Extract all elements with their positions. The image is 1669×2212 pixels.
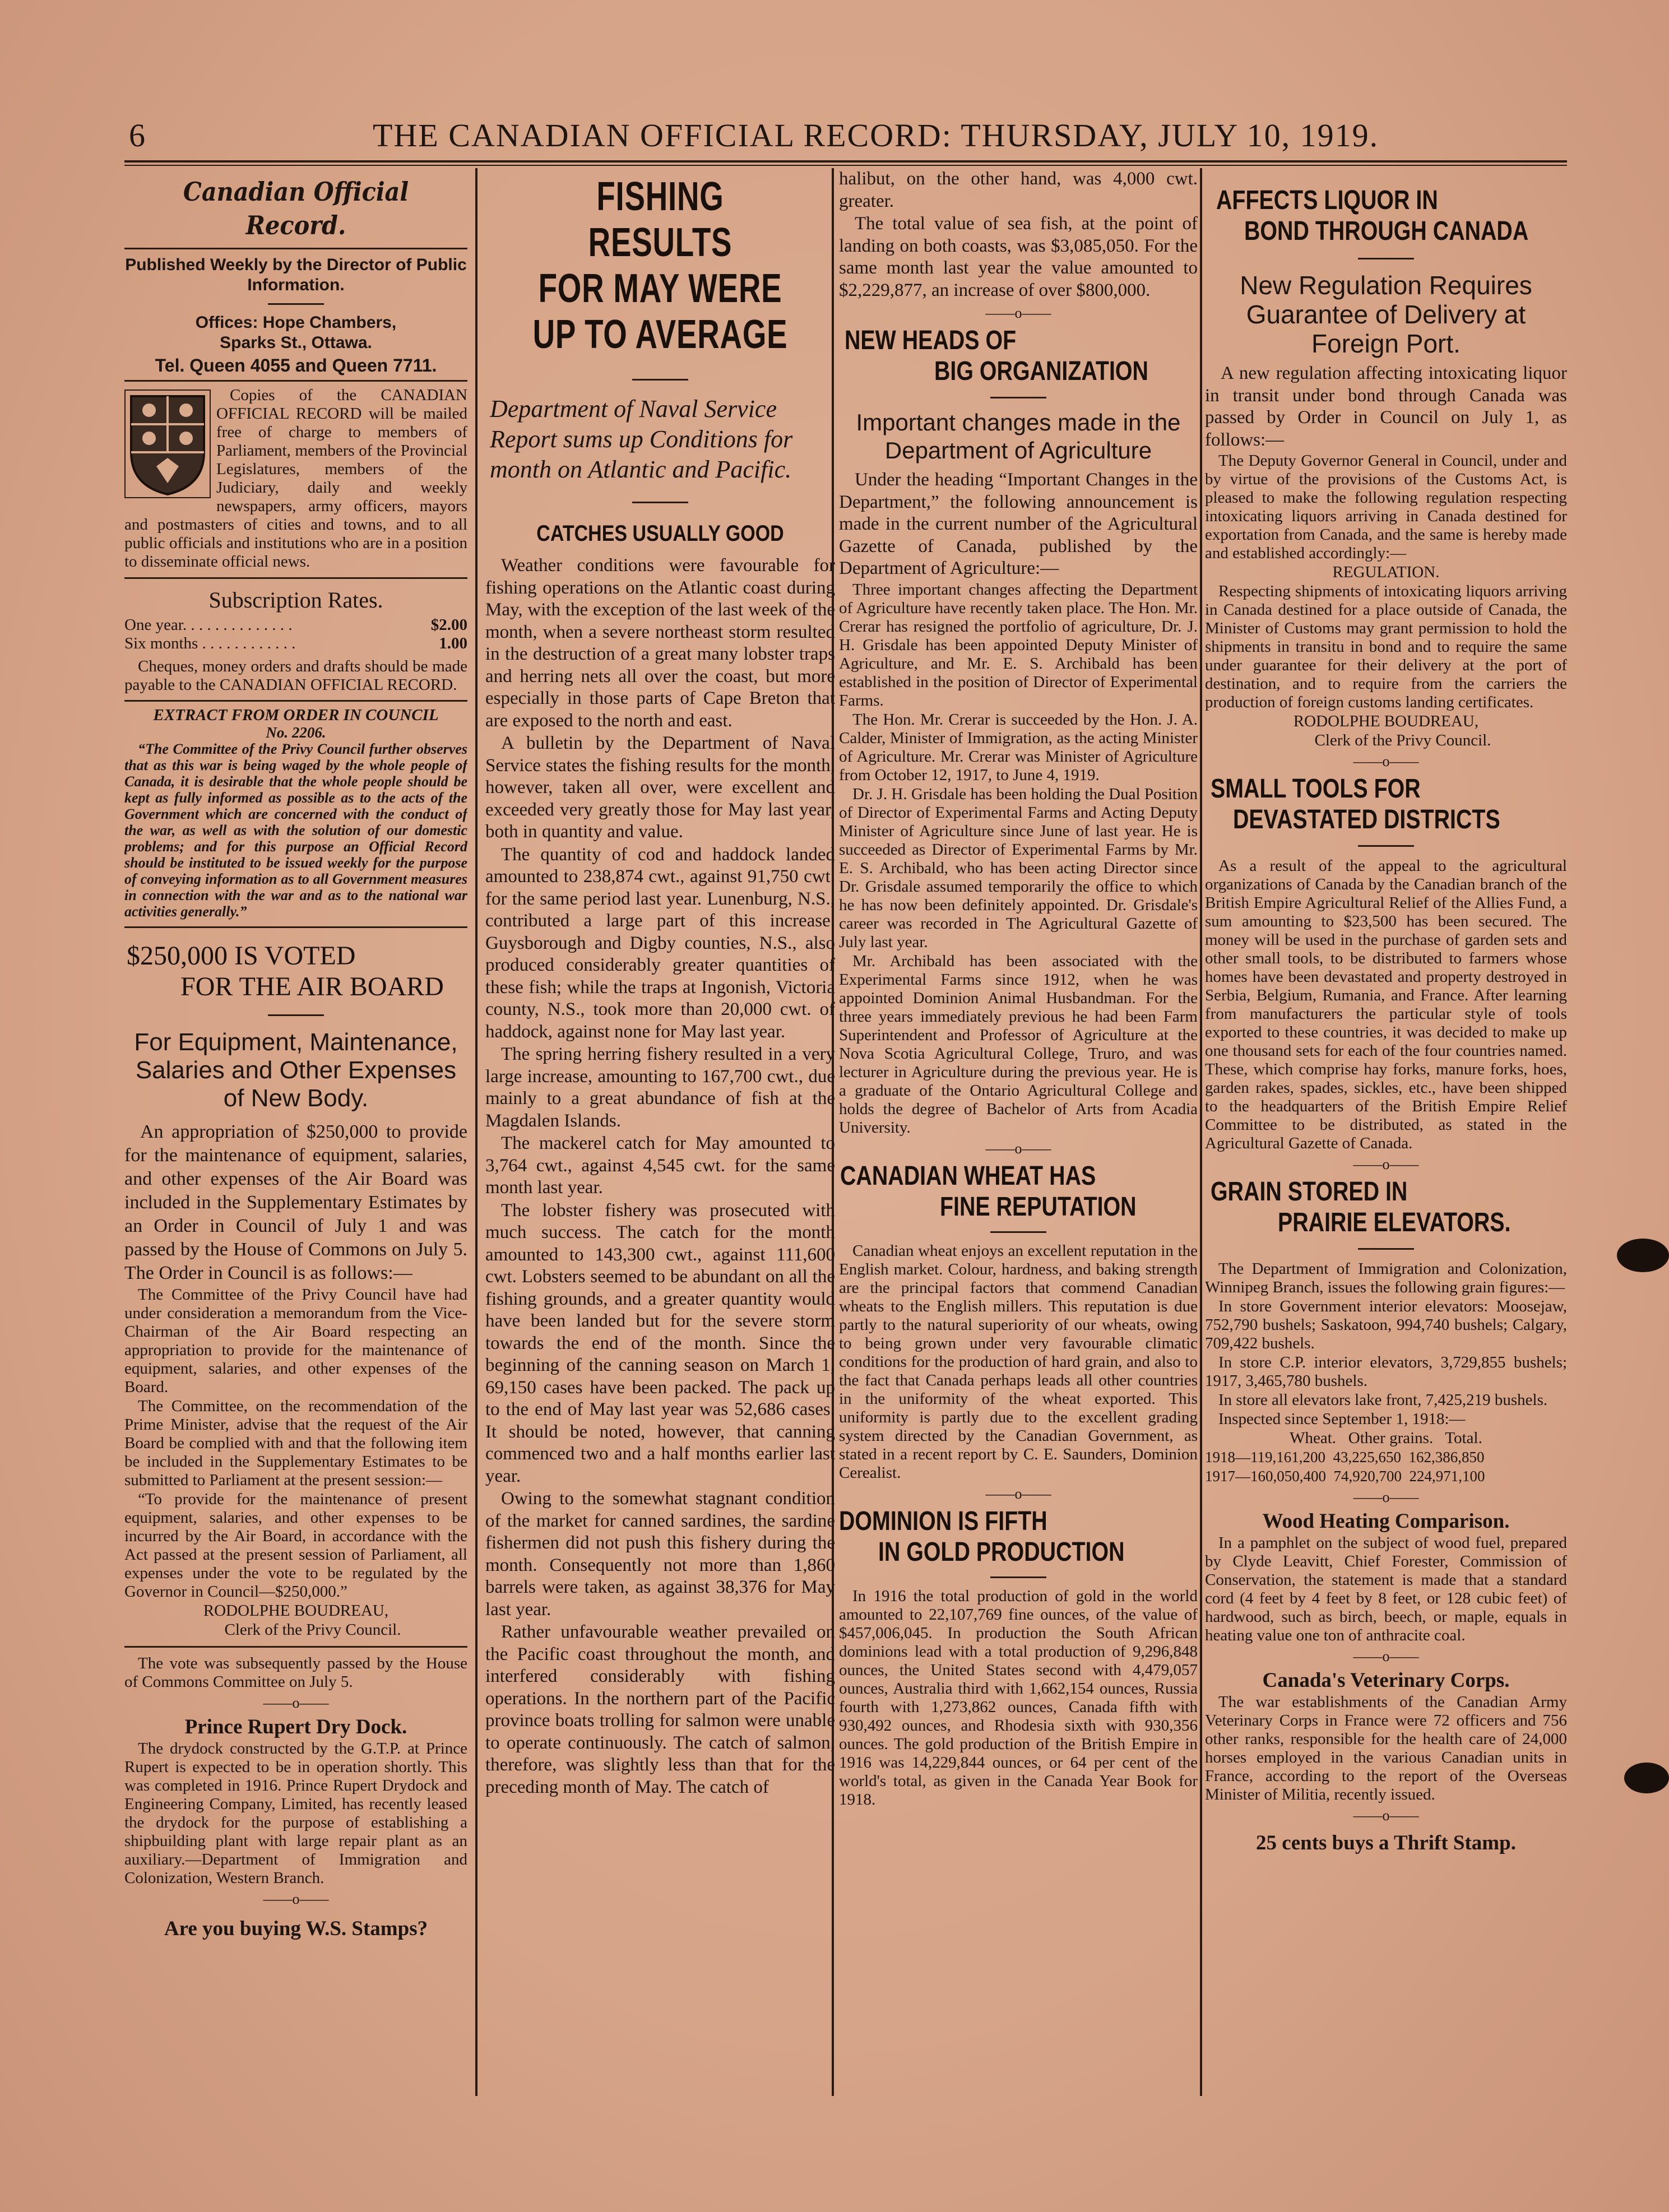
paragraph: The drydock constructed by the G.T.P. at Prince Rupert is expected to be in operation shortly. This was completed in 1916. Prince Rupert Drydock and Engineering Company, Limited, has recently leased the drydock for the purpose of establishing a shipbuilding plant with large repair plant as an auxiliary.—Department of Immigration and Colonization, Western Branch. (124, 1740, 467, 1887)
headline-grain-2: PRAIRIE ELEVATORS. (1278, 1208, 1511, 1237)
ornament: ——o—— (1353, 1489, 1419, 1505)
signature-name: RODOLPHE BOUDREAU, (1293, 712, 1479, 730)
dry-dock-body (124, 1740, 467, 1888)
divider (124, 1646, 467, 1648)
fishing-continued (839, 168, 1198, 302)
paragraph: The Committee, on the recommendation of the Prime Minister, advise that the request of the Air Board be complied with and that the following item be included in the Supplementary Estimates to be submitted to Parliament at the present session:— (124, 1397, 467, 1489)
paragraph: The quantity of cod and haddock landed amounted to 238,874 cwt., against 91,750 cwt. for the same period last year. Lunenburg, N.S., contributed a large part of this increase. Guysborough and Digby counties, N.S., also produced considerably greater quantities of these fish; while the traps at Ingonish, Victoria county, N.S., took more than 20,000 cwt. of haddock, against none for May last year. (485, 844, 835, 1042)
agriculture-body (839, 581, 1198, 1137)
ornament: ——o—— (1353, 1156, 1419, 1172)
grain-body (1205, 1260, 1567, 1486)
paragraph: The Committee of the Privy Council have had under consideration a memorandum from the Vice-Chairman of the Air Board respecting an appropriation to provide for the maintenance of equipment, salaries, and other expenses of the Board. (124, 1286, 467, 1396)
divider (1358, 258, 1414, 259)
air-board-order (124, 1286, 467, 1691)
veterinary-body (1205, 1693, 1567, 1804)
extract-body (124, 741, 467, 920)
paragraph: The total value of sea fish, at the point of landing on both coasts, was $3,085,050. For the same month last year the value amounted to $2,229,877, an increase of over $800,000. (839, 214, 1198, 300)
gold-body (839, 1587, 1198, 1809)
page-header (118, 112, 1580, 157)
dek-air-board: For Equipment, Maintenance, Salaries and Other Expenses of New Body. (134, 1028, 458, 1112)
divider (990, 397, 1046, 398)
headline-veterinary: Canada's Veterinary Corps. (1262, 1669, 1510, 1692)
paragraph: The vote was subsequently passed by the House of Commons Committee on July 5. (124, 1654, 467, 1691)
column-2 (485, 168, 835, 2096)
offices-line-1: Offices: Hope Chambers, (195, 313, 397, 332)
paragraph: The Deputy Governor General in Council, under and by virtue of the provisions of the Customs Act, is pleased to make the following regulation respecting intoxicating liquors arriving in Canada destined for exportation from Canada, and the same is hereby made and established accordingly:— (1205, 452, 1567, 562)
paragraph: Weather conditions were favourable for fishing operations on the Atlantic coast during May, with the exception of the last week of the month, when a severe northeast storm resulted in the destruction of a great many lobster traps and herring nets all over the coast, but more especially in those parts of Cape Breton that are exposed to the north and east. (485, 555, 835, 731)
ornament: ——o—— (1353, 753, 1419, 769)
paragraph: Owing to the somewhat stagnant condition of the market for canned sardines, the sardine fishermen did not push this fishery during the month. Consequently not more than 1,860 barrels were taken, as against 38,376 for May last year. (485, 1488, 835, 1620)
liquor-body (1205, 452, 1567, 750)
ornament: ——o—— (985, 1485, 1051, 1502)
paragraph: In 1916 the total production of gold in the world amounted to 22,107,769 fine ounces, of the value of $457,006,045. In production the South African dominions lead with a total production of 9,296,848 ounces, the United States second with 4,479,057 ounces, Australia third with 1,662,154 ounces, Russia fourth with 1,273,862 ounces, Canada fifth with 930,492 ounces, and Rhodesia sixth with 930,356 ounces. The gold production of the British Empire in 1916 was 14,229,844 ounces, or 64 per cent of the world's total, as given in the Canada Year Book for 1918. (839, 1587, 1198, 1808)
paragraph: The mackerel catch for May amounted to 3,764 cwt., against 4,545 cwt. for the same month last year. (485, 1133, 835, 1198)
paragraph: Respecting shipments of intoxicating liquors arriving in Canada destined for a place outside of Canada, the Minister of Customs may grant permission to hold the shipments in transitu in bond and to require the same under guarantee for their delivery at the port of destination, and to require from the carriers the production of foreign customs landing certificates. (1205, 582, 1567, 711)
headline-wood: Wood Heating Comparison. (1262, 1510, 1510, 1533)
rate-row (124, 616, 467, 634)
paragraph: The war establishments of the Canadian Army Veterinary Corps in France were 72 officers and 756 other ranks, responsible for the health care of 24,000 horses employed in the various Canadian units in France, according to the report of the Overseas Minister of Militia, recently issued. (1205, 1693, 1567, 1803)
divider (124, 380, 467, 382)
column-1 (124, 168, 467, 2096)
rate-row (124, 634, 467, 653)
ornament: ——o—— (1353, 1648, 1419, 1664)
grain-table-row: 1917—160,050,400 74,920,700 224,971,100 (1205, 1468, 1485, 1485)
tools-body (1205, 857, 1567, 1153)
dek-fishing: Department of Naval Service Report sums up Conditions for month on Atlantic and Pacific. (490, 395, 793, 483)
headline-grain-1: GRAIN STORED IN (1211, 1177, 1408, 1207)
offices-line-2: Sparks St., Ottawa. (220, 333, 372, 352)
column-3 (839, 168, 1198, 2096)
paragraph: Inspected since September 1, 1918:— (1218, 1410, 1466, 1428)
header-rule (124, 160, 1567, 163)
divider (124, 926, 467, 928)
cheques-text: Cheques, money orders and drafts should be made payable to the CANADIAN OFFICIAL RECORD. (124, 657, 467, 694)
paragraph: The spring herring fishery resulted in a very large increase, amounting to 167,700 cwt., due mainly to a great abundance of fish at the Magdalen Islands. (485, 1044, 835, 1131)
headline-tools-1: SMALL TOOLS FOR (1211, 774, 1421, 804)
wheat-body (839, 1242, 1198, 1482)
punch-hole-mark (1617, 1239, 1669, 1272)
headline-wheat-1: CANADIAN WHEAT HAS (840, 1161, 1096, 1191)
paragraph: A bulletin by the Department of Naval Service states the fishing results for the month, however, taken all over, were excellent and exceeded very greatly those for May last year, both in quantity and value. (485, 733, 835, 842)
wood-body (1205, 1534, 1567, 1645)
dek-agriculture: Important changes made in the Department of Agriculture (856, 409, 1181, 463)
paragraph: The Hon. Mr. Crerar is succeeded by the Hon. J. A. Calder, Minister of Immigration, as the acting Minister of Agriculture. Mr. Crerar was Minister of Agriculture from October 12, 1917, to June 4, 1919. (839, 710, 1198, 784)
page-title: THE CANADIAN OFFICIAL RECORD: THURSDAY, JULY 10, 1919. (373, 117, 1379, 154)
regulation-label: REGULATION. (1332, 563, 1440, 581)
paragraph: Mr. Archibald has been associated with the Experimental Farms since 1912, when he was appointed Dominion Animal Husbandman. For the three years immediately previous he had been Farm Superintendent and Professor of Agriculture at the Nova Scotia Agricultural College, Truro, and was lecturer in Agriculture during the previous year. He is a graduate of the Ontario Agricultural College and holds the degree of Bachelor of Arts from Acadia University. (839, 952, 1198, 1137)
signature-title: Clerk of the Privy Council. (1314, 731, 1491, 749)
paragraph: Canadian wheat enjoys an excellent reputation in the English market. Colour, hardness, and baking strength are the principal factors that commend Canadian wheats to the English millers. This reputation is due partly to the natural superiority of our wheats, owing to being grown under very favourable climatic conditions for the production of hard grain, and also to the fact that Canada perhaps leads all other countries in the uniformity of the wheat exported. This uniformity is partly due to the excellent grading system directed by the Canadian Government, as stated in a recent report by C. E. Saunders, Dominion Cerealist. (839, 1241, 1198, 1482)
ornament: ——o—— (1353, 1807, 1419, 1824)
column-rule (1200, 168, 1202, 2096)
rate-label: One year. . . . . . . . . . . . . . (124, 616, 293, 634)
paragraph: A new regulation affecting intoxicating liquor in transit under bond through Canada was passed by Order in Council on July 1, as follows:— (1205, 363, 1567, 450)
masthead-published: Published Weekly by the Director of Public Information. (125, 256, 467, 294)
divider (124, 700, 467, 702)
headline-heads-1: NEW HEADS OF (845, 326, 1017, 355)
ornament: ——o—— (263, 1695, 329, 1711)
punch-hole-mark (1624, 1763, 1669, 1793)
extract-title: EXTRACT FROM ORDER IN COUNCIL (153, 706, 439, 724)
paragraph: In store Government interior elevators: Moosejaw, 752,790 bushels; Saskatoon, 994,740 bushels; Calgary, 709,422 bushels. (1205, 1297, 1567, 1352)
liquor-intro (1205, 363, 1567, 451)
headline-fishing-1: FISHING RESULTS (588, 174, 732, 265)
rate-value: $2.00 (430, 616, 467, 634)
extract-number: No. 2206. (266, 724, 326, 741)
signature-title: Clerk of the Privy Council. (224, 1621, 401, 1639)
column-rule (475, 168, 477, 2096)
subscription-rates (124, 616, 467, 653)
ornament: ——o—— (263, 1891, 329, 1907)
paragraph: The lobster fishery was prosecuted with much success. The catch for the month amounted to 143,300 cwt., against 111,600 cwt. Lobsters seemed to be abundant on all the fishing grounds, and a greater quantity would have been landed but for the severe storm towards the end of the month. Since the beginning of the canning season on March 1, 69,150 cases have been packed. The pack up to the end of May last year was 52,686 cases. It should be noted, however, that canning commenced two and a half months earlier last year. (485, 1200, 835, 1486)
fishing-body (485, 555, 835, 1798)
headline-liquor-1: AFFECTS LIQUOR IN (1216, 186, 1438, 215)
headline-fishing (485, 174, 835, 358)
ws-stamps-slogan: Are you buying W.S. Stamps? (164, 1917, 428, 1940)
headline-gold-1: DOMINION IS FIFTH (839, 1506, 1047, 1536)
paragraph: The Department of Immigration and Colonization, Winnipeg Branch, issues the following grain figures:— (1205, 1260, 1567, 1296)
ornament: ——o—— (985, 1140, 1051, 1157)
headline-gold-2: IN GOLD PRODUCTION (878, 1537, 1125, 1567)
headline-dry-dock: Prince Rupert Dry Dock. (184, 1715, 407, 1738)
subhead-catches: CATCHES USUALLY GOOD (536, 521, 784, 546)
paragraph: An appropriation of $250,000 to provide for the maintenance of equipment, salaries, and other expenses of the Air Board was included in the Supplementary Estimates by an Order in Council of July 1 and was passed by the House of Commons on July 5. The Order in Council is as follows:— (124, 1121, 467, 1283)
headline-air-board-2: FOR THE AIR BOARD (180, 972, 444, 1001)
paragraph: Dr. J. H. Grisdale has been holding the Dual Position of Director of Experimental Farms and Acting Deputy Minister of Agriculture since June of last year. He is succeeded as Director of Experimental Farms by Mr. E. S. Archibald, who has been acting Director since Dr. Grisdale assumed temporarily the office to which he has now been definitely appointed. Dr. Grisdale's career was recorded in The Agricultural Gazette of July last year. (839, 785, 1198, 951)
copies-text: Copies of the CANADIAN OFFICIAL RECORD will be mailed free of charge to members of Parliament, members of the Provincial Legislatures, members of the Judiciary, daily and weekly newspapers, army officers, mayors and postmasters of cities and towns, and to all public officials and institutions who are in a position to disseminate official news. (124, 386, 467, 571)
divider (632, 379, 688, 381)
divider (124, 577, 467, 579)
divider (1358, 1248, 1414, 1250)
paragraph: Rather unfavourable weather prevailed on the Pacific coast throughout the month, and interfered considerably with fishing operations. In the northern part of the Pacific province boats trolling for salmon were unable to operate continuously. The catch of salmon, therefore, was slightly less than that for the preceding month of May. The catch of (485, 1622, 835, 1797)
headline-heads-2: BIG ORGANIZATION (934, 356, 1148, 386)
copies-notice (124, 386, 467, 572)
paragraph: Three important changes affecting the Department of Agriculture have recently taken place. The Hon. Mr. Crerar has resigned the portfolio of agriculture, Dr. J. H. Grisdale has been appointed Deputy Minister of Agriculture, and Mr. E. S. Archibald has been established in the position of Director of Experimental Farms. (839, 580, 1198, 709)
subscription-title: Subscription Rates. (208, 587, 383, 613)
paragraph: In store C.P. interior elevators, 3,729,855 bushels; 1917, 3,465,780 bushels. (1205, 1353, 1567, 1390)
divider (1358, 845, 1414, 847)
paragraph: As a result of the appeal to the agricultural organizations of Canada by the Canadian branch of the British Empire Agricultural Relief of the Allies Fund, a sum amounting to $23,500 has been secured. The money will be used in the purchase of garden sets and other small tools, to be distributed to farmers whose homes have been devastated and property destroyed in Serbia, Belgium, Rumania, and France. After learning from manufacturers the particular style of tools exported to these countries, it was decided to make up one thousand sets for each of the four countries named. These, which comprise hay forks, manure forks, hoes, garden rakes, spades, sickles, etc., have been shipped to the headquarters of the British Empire Relief Committee to be distributed, as stated in the Agricultural Gazette of Canada. (1205, 857, 1567, 1152)
air-board-body (124, 1120, 467, 1285)
paragraph: Under the heading “Important Changes in the Department,” the following announcement is made in the current number of the Agricultural Gazette of Canada, published by the Department of Agriculture:— (839, 470, 1198, 578)
dek-liquor: New Regulation Requires Guarantee of Delivery at Foreign Port. (1240, 271, 1532, 358)
cheques-notice (124, 657, 467, 694)
divider (268, 1014, 324, 1016)
headline-wheat-2: FINE REPUTATION (940, 1191, 1137, 1222)
coat-of-arms-crest (124, 389, 211, 498)
headline-air-board-1: $250,000 IS VOTED (127, 941, 356, 971)
headline-tools-2: DEVASTATED DISTRICTS (1233, 805, 1500, 834)
paragraph: In a pamphlet on the subject of wood fuel, prepared by Clyde Leavitt, Chief Forester, Commission of Conservation, the statement is made that a standard cord (4 feet by 4 feet by 8 feet, or 128 cubic feet) of hardwood, such as birch, beech, or maple, equals in heating value one ton of anthracite coal. (1205, 1534, 1567, 1644)
telephone-line: Tel. Queen 4055 and Queen 7711. (155, 355, 437, 375)
paragraph: In store all elevators lake front, 7,425,219 bushels. (1218, 1391, 1548, 1409)
signature-name: RODOLPHE BOUDREAU, (203, 1602, 389, 1620)
thrift-stamp-slogan: 25 cents buys a Thrift Stamp. (1256, 1831, 1516, 1854)
divider (990, 1576, 1046, 1578)
divider (124, 248, 467, 249)
rate-label: Six months . . . . . . . . . . . . (124, 634, 296, 652)
divider (632, 502, 688, 503)
agriculture-intro (839, 469, 1198, 580)
masthead-title: Canadian Official Record. (183, 177, 409, 240)
paragraph: “To provide for the maintenance of present equipment, salaries, and other expenses to be incurred by the Air Board, in accordance with the Act passed at the present session of Parliament, all expenses under the vote to be regulated by the Governor in Council—$250,000.” (124, 1490, 467, 1601)
divider (990, 1231, 1046, 1233)
grain-table-head: Wheat. Other grains. Total. (1290, 1429, 1482, 1447)
column-4 (1205, 168, 1567, 2096)
ornament: ——o—— (985, 305, 1051, 321)
grain-table-row: 1918—119,161,200 43,225,650 162,386,850 (1205, 1449, 1485, 1466)
divider (268, 303, 324, 305)
rate-value: 1.00 (439, 634, 467, 652)
headline-liquor-2: BOND THROUGH CANADA (1244, 216, 1529, 246)
header-rule-thin (124, 165, 1567, 166)
paragraph: halibut, on the other hand, was 4,000 cwt. greater. (839, 169, 1198, 211)
headline-fishing-3: UP TO AVERAGE (532, 312, 788, 357)
extract-text: “The Committee of the Privy Council further observes that as this war is being waged by the whole people of Canada, it is desirable that the whole people should be kept as fully informed as possible as to the acts of the Government which are concerned with the conduct of the war, as well as with the solution of our domestic problems; and for this purpose an Official Record should be instituted to be issued weekly for the purpose of conveying information as to all Government measures in connection with the war and as to the national war activities generally.” (124, 741, 467, 920)
headline-fishing-2: FOR MAY WERE (538, 266, 782, 311)
page-number: 6 (129, 117, 146, 154)
